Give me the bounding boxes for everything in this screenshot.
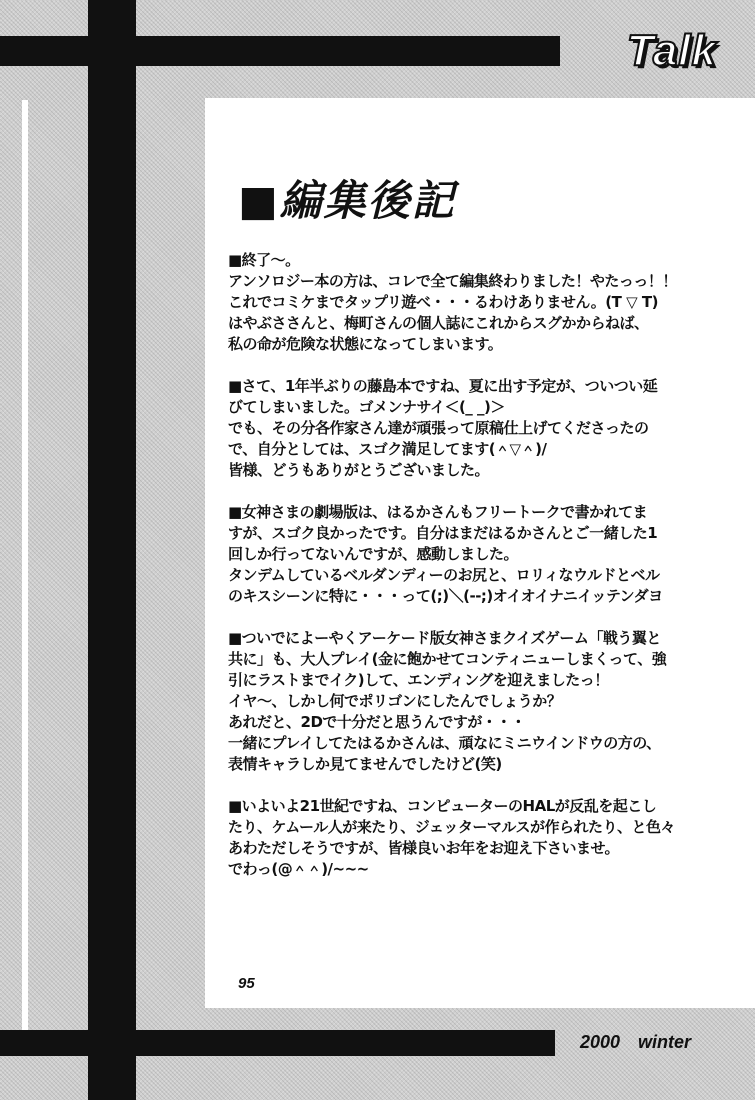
text-line: 表情キャラしか見てませんでしたけど(笑) [228,755,502,773]
text-line: これでコミケまでタップリ遊べ・・・るわけありません。(T ▽ T) [228,293,658,311]
text-line: あれだと、2Dで十分だと思うんですが・・・ [228,713,526,731]
white-edge-strip [22,100,28,1030]
article-body [228,250,755,901]
text-line: 回しか行ってないんですが、感動しました。 [228,545,519,563]
paragraph [228,796,755,880]
text-line: ■いよいよ21世紀ですね、コンピューターのHALが反乱を起こし [228,797,657,815]
text-line: のキスシーンに特に・・・って(;)＼(--;)オイオイナニイッテンダヨ [228,587,663,605]
text-line: アンソロジー本の方は、コレで全て編集終わりました！やたっっ！！ [228,272,677,290]
vertical-black-bar [88,0,136,1100]
footer-label [580,1032,709,1053]
page-number: 95 [238,975,255,992]
page-title: ■編集後記 [238,176,456,225]
text-line: ■女神さまの劇場版は、はるかさんもフリートークで書かれてま [228,503,648,521]
text-line: ■終了～。 [228,251,300,269]
text-line: イヤ～、しかし何でポリゴンにしたんでしょうか？ [228,692,562,710]
text-line: すが、スゴク良かったです。自分はまだはるかさんとご一緒した1 [228,524,658,542]
paragraph [228,250,755,355]
paragraph [228,502,755,607]
text-line: はやぶささんと、梅町さんの個人誌にこれからスグかからねば、 [228,314,649,332]
text-line: 私の命が危険な状態になってしまいます。 [228,335,503,353]
section-tag: Talk [626,26,717,75]
text-line: 一緒にプレイしてたはるかさんは、頑なにミニウインドウの方の、 [228,734,661,752]
text-line: 共に」も、大人プレイ(金に飽かせてコンティニューしまくって、強 [228,650,667,668]
text-line: あわただしそうですが、皆様良いお年をお迎え下さいませ。 [228,839,620,857]
text-line: ■さて、1年半ぶりの藤島本ですね、夏に出す予定が、ついつい延 [228,377,658,395]
text-line: でわっ(@＾＾)/~~~ [228,860,369,878]
top-black-bar [0,36,560,66]
text-line: 引にラストまでイク)して、エンディングを迎えましたっ！ [228,671,609,689]
text-line: ■ついでによーやくアーケード版女神さまクイズゲーム「戦う翼と [228,629,661,647]
footer-season: winter [638,1032,692,1052]
text-line: びてしまいました。ゴメンナサイ＜(_ _)＞ [228,398,505,416]
text-line: 皆様、どうもありがとうございました。 [228,461,490,479]
text-line: タンデムしているベルダンディーのお尻と、ロリィなウルドとベル [228,566,660,584]
footer-year: 2000 [580,1032,621,1052]
paragraph [228,628,755,775]
paragraph [228,376,755,481]
bottom-black-bar [0,1030,555,1056]
text-line: でも、その分各作家さん達が頑張って原稿仕上げてくださったの [228,419,649,437]
text-line: たり、ケムール人が来たり、ジェッターマルスが作られたり、と色々 [228,818,675,836]
text-line: で、自分としては、スゴク満足してます(＾▽＾)/ [228,440,547,458]
